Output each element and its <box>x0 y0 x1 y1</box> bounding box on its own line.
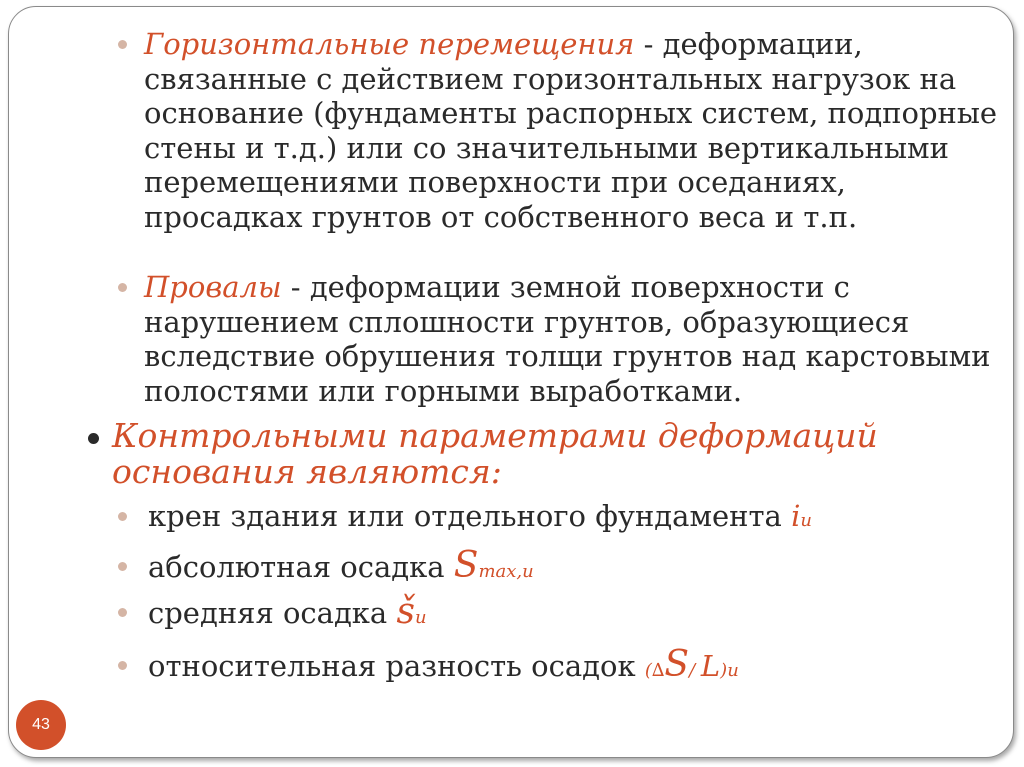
param-mean-settlement-symbol: šu <box>396 591 427 632</box>
param-absolute-settlement-text: абсолютная осадка <box>148 550 454 584</box>
term-sinkholes: Провалы <box>144 270 282 304</box>
heading-control-parameters <box>88 418 988 490</box>
definition-sinkholes: - деформации земной поверхности с нарушением сплошности грунтов, образующиеся вследствие обрушения толщи грунтов над карстовыми полостями или горными выработками. <box>144 270 991 408</box>
param-mean-settlement-text: средняя осадка <box>148 596 397 630</box>
list-item-horizontal-displacements <box>118 27 998 234</box>
bullet-icon <box>88 433 99 444</box>
bullet-icon <box>118 562 127 571</box>
param-relative-difference-text: относительная разность осадок <box>148 649 645 683</box>
page-number-badge <box>16 700 66 750</box>
param-tilt-symbol: iu <box>791 499 812 533</box>
param-tilt <box>118 496 978 536</box>
param-mean-settlement <box>118 592 978 632</box>
bullet-icon <box>118 608 127 617</box>
bullet-icon <box>118 512 127 521</box>
term-horizontal-displacements: Горизонтальные перемещения <box>144 27 635 61</box>
param-absolute-settlement <box>118 546 978 586</box>
param-relative-settlement-difference <box>118 645 978 685</box>
bullet-icon <box>118 40 127 49</box>
heading-text: Контрольными параметрами деформаций основания являются: <box>112 416 878 491</box>
param-tilt-text: крен здания или отдельного фундамента <box>148 499 792 533</box>
bullet-icon <box>118 661 127 670</box>
param-relative-difference-symbol: (∆S/ L)u <box>644 644 739 685</box>
list-item-sinkholes <box>118 270 998 408</box>
page-number: 43 <box>32 716 50 733</box>
definition-horizontal-displacements: - деформации, связанные с действием горизонтальных нагрузок на основание (фундаменты распорных систем, подпорные стены и т.д.) или со значительными вертикальными перемещениями поверхности при оседаниях, просадках грунтов от собственного веса и т.п. <box>144 27 998 234</box>
bullet-icon <box>118 283 127 292</box>
param-absolute-settlement-symbol: Smax,u <box>453 545 534 586</box>
